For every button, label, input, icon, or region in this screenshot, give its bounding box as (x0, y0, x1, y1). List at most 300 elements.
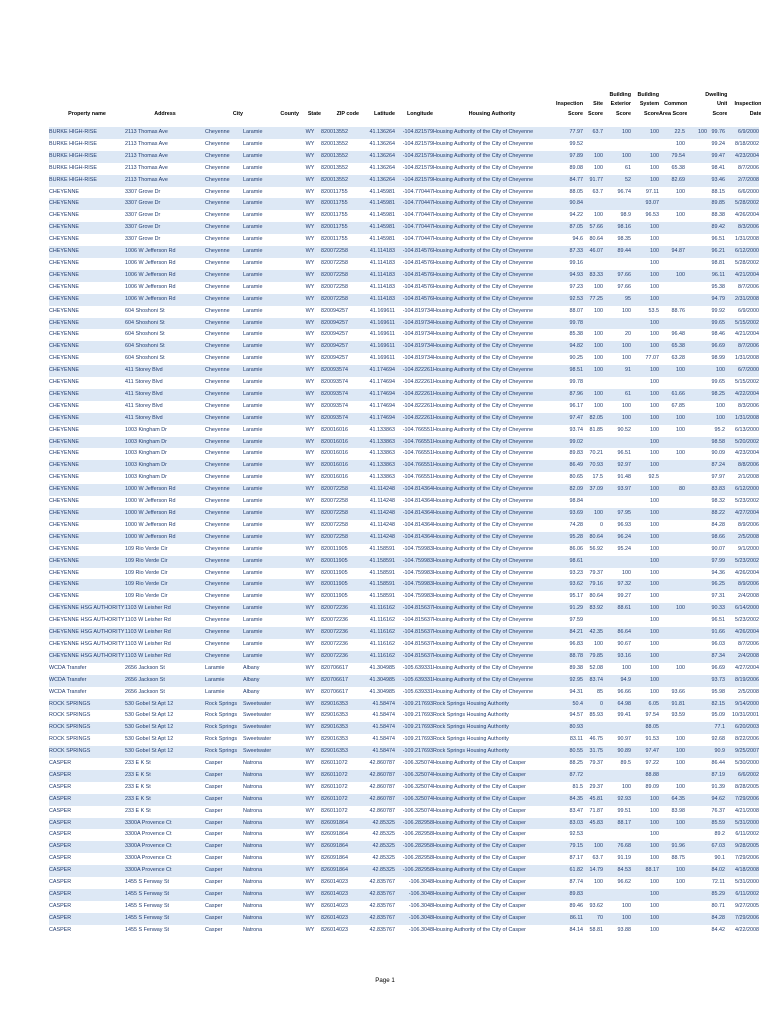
cell-property-name: CHEYENNE (49, 437, 125, 449)
table-row (49, 722, 759, 734)
cell-zip-code: 820093574 (321, 389, 359, 401)
cell-common-area-score (659, 639, 685, 651)
cell-housing-authority: Housing Authority of the City of Casper (433, 818, 551, 830)
table-row (49, 841, 759, 853)
cell-inspection-score: 95.28 (551, 532, 583, 544)
cell-county: Laramie (243, 307, 263, 314)
cell-housing-authority: Housing Authority of the City of Casper (433, 770, 551, 782)
column-header-table (49, 91, 761, 119)
cell-zip-code: 820011905 (321, 569, 348, 576)
cell-building-system-score: 100 (631, 603, 659, 615)
cell-site-score: 70.93 (583, 460, 603, 472)
cell-dwelling-unit-score-a (685, 556, 707, 568)
cell-zip-code: 826091864 (321, 818, 359, 830)
cell-county: Natrona (243, 760, 263, 767)
cell-state: WY (305, 236, 315, 243)
cell-property-name: CHEYENNE (49, 450, 79, 457)
cell-site-score (583, 615, 603, 627)
cell-building-system-score: 100 (650, 379, 659, 386)
cell-address: 1455 S Fenway St (125, 879, 170, 886)
cell-property-name: ROCK SPRINGS (49, 746, 125, 758)
table-row (49, 889, 759, 901)
table-row (49, 163, 759, 175)
cell-inspection-score: 90.25 (569, 355, 583, 362)
cell-address: 1455 S Fenway St (125, 926, 170, 933)
cell-county: Natrona (243, 770, 299, 782)
cell-state: WY (299, 556, 321, 568)
cell-inspection-date: 8/7/2006 (738, 164, 759, 171)
cell-building-exterior-score: 52 (603, 175, 631, 187)
cell-common-area-score (659, 627, 685, 639)
cell-property-name: ROCK SPRINGS (49, 736, 91, 743)
cell-longitude: -106.282958 (395, 818, 433, 830)
cell-zip-code: 820072258 (321, 294, 359, 306)
cell-latitude: 41.116162 (369, 640, 395, 647)
cell-site-score: 46.07 (583, 246, 603, 258)
cell-dwelling-unit-score: 89.2 (714, 831, 725, 838)
cell-site-score (583, 377, 603, 389)
cell-dwelling-unit-score-a (685, 615, 707, 627)
cell-housing-authority: Housing Authority of the City of Casper (433, 926, 526, 933)
cell-address: 1006 W Jefferson Rd (125, 270, 205, 282)
cell-longitude: -104.766551 (395, 460, 433, 472)
cell-building-system-score: 88.17 (631, 865, 659, 877)
cell-dwelling-unit-score: 100 (707, 413, 725, 425)
cell-dwelling-unit-score-a (685, 234, 707, 246)
cell-site-score: 45.83 (583, 818, 603, 830)
cell-zip-code: 820011755 (321, 222, 359, 234)
cell-inspection-score: 87.17 (569, 855, 583, 862)
cell-building-system-score: 100 (631, 294, 659, 306)
cell-longitude: -104.770447 (402, 236, 433, 243)
header-inspection-date-line-1 (727, 91, 761, 100)
cell-common-area-score: 65.38 (671, 164, 685, 171)
cell-inspection-score: 77.97 (551, 127, 583, 139)
cell-common-area-score: 79.54 (659, 151, 685, 163)
cell-housing-authority: Housing Authority of the City of Cheyenne (433, 498, 534, 505)
cell-site-score: 100 (594, 879, 603, 886)
cell-inspection-score: 86.06 (569, 545, 583, 552)
cell-inspection-date: 6/12/2000 (725, 246, 759, 258)
cell-state: WY (305, 307, 315, 314)
cell-property-name: CHEYENNE (49, 484, 125, 496)
cell-inspection-score: 98.51 (551, 365, 583, 377)
cell-zip-code: 826091864 (321, 831, 348, 838)
cell-state: WY (305, 331, 315, 338)
cell-longitude: -104.822261 (395, 365, 433, 377)
cell-common-area-score (659, 901, 685, 913)
cell-city: Cheyenne (205, 651, 243, 663)
cell-address: 411 Storey Blvd (125, 402, 163, 409)
cell-city: Cheyenne (205, 318, 243, 330)
cell-common-area-score: 100 (659, 865, 685, 877)
cell-state: WY (305, 379, 315, 386)
cell-longitude: -104.766551 (402, 426, 433, 433)
cell-address: 1455 S Fenway St (125, 902, 170, 909)
cell-county: Sweetwater (243, 746, 299, 758)
cell-building-system-score: 88.88 (631, 770, 659, 782)
cell-housing-authority: Housing Authority of the City of Cheyenne (433, 402, 534, 409)
cell-inspection-date: 4/27/2004 (725, 508, 759, 520)
cell-longitude: -106.3048 (408, 902, 433, 909)
cell-inspection-score: 89.08 (569, 164, 583, 171)
table-row (49, 329, 759, 341)
cell-building-exterior-score: 100 (622, 569, 631, 576)
cell-property-name: CHEYENNE (49, 307, 79, 314)
cell-county: Laramie (243, 283, 263, 290)
cell-dwelling-unit-score-a (685, 901, 707, 913)
cell-county: Natrona (243, 818, 299, 830)
cell-state: WY (305, 783, 315, 790)
cell-dwelling-unit-score-a (685, 568, 707, 580)
cell-housing-authority: Housing Authority of the City of Cheyenne (433, 318, 551, 330)
cell-inspection-score: 93.23 (569, 569, 583, 576)
header-dwelling-unit-score-line-1: Dwelling (705, 92, 728, 98)
header-line-1 (49, 91, 761, 100)
cell-building-exterior-score: 100 (622, 902, 631, 909)
cell-housing-authority: Housing Authority of the City of Cheyenne (433, 222, 551, 234)
cell-state: WY (299, 365, 321, 377)
cell-longitude: -104.766551 (402, 474, 433, 481)
cell-dwelling-unit-score: 83.83 (707, 484, 725, 496)
cell-inspection-score: 97.89 (551, 151, 583, 163)
cell-dwelling-unit-score-a (685, 818, 707, 830)
cell-city: Rock Springs (205, 722, 243, 734)
cell-site-score: 70 (583, 913, 603, 925)
cell-property-name: CHEYENNE (49, 545, 79, 552)
cell-inspection-date: 8/3/2006 (725, 222, 759, 234)
cell-state: WY (305, 402, 315, 409)
cell-inspection-score: 96.17 (569, 402, 583, 409)
cell-site-score: 80.64 (589, 593, 603, 600)
cell-address: 3300A Provence Ct (125, 855, 172, 862)
cell-dwelling-unit-score: 95.38 (711, 283, 725, 290)
cell-building-system-score: 100 (631, 532, 659, 544)
cell-county: Natrona (243, 783, 263, 790)
cell-zip-code: 820072258 (321, 508, 359, 520)
cell-site-score: 85.93 (589, 712, 603, 719)
cell-latitude: 42.835767 (359, 913, 395, 925)
cell-city: Cheyenne (205, 212, 230, 219)
cell-dwelling-unit-score: 86.44 (711, 760, 725, 767)
cell-dwelling-unit-score-a (685, 508, 707, 520)
cell-common-area-score: 61.66 (659, 389, 685, 401)
cell-property-name: CHEYENNE (49, 389, 125, 401)
cell-city: Cheyenne (205, 450, 230, 457)
cell-inspection-date: 2/5/2008 (738, 688, 759, 695)
cell-property-name: CASPER (49, 831, 72, 838)
cell-state: WY (305, 521, 315, 528)
cell-state: WY (299, 151, 321, 163)
cell-state: WY (305, 664, 315, 671)
table-row (49, 270, 759, 282)
cell-building-exterior-score (603, 139, 631, 151)
cell-inspection-date: 5/15/2002 (735, 379, 759, 386)
cell-inspection-score: 92.53 (569, 831, 583, 838)
header-state-line-2 (299, 100, 321, 109)
cell-dwelling-unit-score-a (685, 877, 707, 889)
cell-dwelling-unit-score-a (685, 544, 707, 556)
cell-city: Cheyenne (205, 474, 230, 481)
cell-county: Laramie (243, 532, 299, 544)
cell-inspection-score: 99.52 (569, 140, 583, 147)
cell-state: WY (299, 127, 321, 139)
cell-zip-code: 826011072 (321, 783, 348, 790)
cell-property-name: CHEYENNE (49, 259, 79, 266)
cell-site-score: 100 (583, 341, 603, 353)
cell-county: Laramie (243, 484, 299, 496)
table-row (49, 675, 759, 687)
cell-dwelling-unit-score: 98.81 (711, 259, 725, 266)
cell-dwelling-unit-score: 87.19 (707, 770, 725, 782)
cell-building-system-score: 97.47 (631, 746, 659, 758)
cell-inspection-score: 97.23 (569, 283, 583, 290)
cell-dwelling-unit-score-a (685, 496, 707, 508)
cell-address: 233 E K St (125, 807, 151, 814)
table-row (49, 829, 759, 841)
cell-common-area-score (659, 651, 685, 663)
cell-housing-authority: Housing Authority of the City of Cheyenne (433, 236, 534, 243)
cell-county: Laramie (243, 198, 299, 210)
cell-building-system-score: 100 (631, 651, 659, 663)
cell-dwelling-unit-score: 95.09 (711, 712, 725, 719)
cell-housing-authority: Housing Authority of the City of Cheyenne (433, 140, 534, 147)
cell-address: 1103 W Leisher Rd (125, 651, 205, 663)
cell-site-score: 100 (583, 365, 603, 377)
cell-dwelling-unit-score: 95.98 (711, 688, 725, 695)
cell-common-area-score: 100 (676, 783, 685, 790)
cell-state: WY (299, 318, 321, 330)
cell-dwelling-unit-score-a (685, 829, 707, 841)
cell-common-area-score (659, 282, 685, 294)
cell-housing-authority: Housing Authority of the City of Cheyenne (433, 450, 534, 457)
cell-inspection-score: 84.21 (551, 627, 583, 639)
cell-property-name: CHEYENNE (49, 318, 125, 330)
cell-address: 1103 W Leisher Rd (125, 617, 171, 624)
cell-inspection-score: 50.4 (551, 699, 583, 711)
cell-building-system-score: 91.53 (645, 736, 659, 743)
cell-longitude: -109.217693 (402, 736, 433, 743)
cell-city: Casper (205, 783, 223, 790)
cell-city: Cheyenne (205, 246, 243, 258)
cell-building-system-score: 100 (631, 389, 659, 401)
cell-dwelling-unit-score-a (685, 389, 707, 401)
cell-building-system-score: 100 (650, 617, 659, 624)
table-row (49, 210, 759, 222)
cell-dwelling-unit-score-a (685, 758, 707, 770)
cell-state: WY (299, 770, 321, 782)
cell-common-area-score: 100 (676, 188, 685, 195)
cell-dwelling-unit-score-a (685, 258, 707, 270)
cell-inspection-score: 92.53 (551, 294, 583, 306)
cell-inspection-score: 94.22 (569, 212, 583, 219)
cell-site-score: 100 (594, 307, 603, 314)
cell-property-name: CHEYENNE HSG AUTHORITY (49, 640, 125, 647)
cell-inspection-score: 93.69 (551, 508, 583, 520)
cell-common-area-score: 83.98 (671, 807, 685, 814)
cell-site-score: 63.7 (583, 127, 603, 139)
cell-longitude: -104.815637 (395, 651, 433, 663)
cell-longitude: -104.814364 (395, 508, 433, 520)
cell-zip-code: 820013552 (321, 164, 348, 171)
cell-property-name: CHEYENNE (49, 188, 79, 195)
cell-address: 530 Gobel St Apt 12 (125, 712, 174, 719)
cell-dwelling-unit-score-a (685, 687, 707, 699)
cell-city: Cheyenne (205, 532, 243, 544)
table-row (49, 913, 759, 925)
cell-housing-authority: Housing Authority of the City of Cheyenne (433, 259, 534, 266)
cell-building-system-score: 89.09 (645, 783, 659, 790)
cell-longitude: -105.639331 (402, 688, 433, 695)
cell-dwelling-unit-score: 67.03 (707, 841, 725, 853)
cell-building-exterior-score: 90.67 (617, 640, 631, 647)
cell-address: 530 Gobel St Apt 12 (125, 722, 205, 734)
cell-building-exterior-score: 96.24 (603, 532, 631, 544)
cell-inspection-date: 4/21/2008 (735, 807, 759, 814)
cell-longitude: -104.766551 (395, 437, 433, 449)
header-state-line-3: State (307, 110, 321, 117)
cell-dwelling-unit-score: 84.28 (711, 521, 725, 528)
table-row (49, 341, 759, 353)
table-row (49, 710, 759, 722)
cell-dwelling-unit-score-a (685, 413, 707, 425)
table-row (49, 389, 759, 401)
cell-zip-code: 826011072 (321, 794, 359, 806)
cell-building-exterior-score (603, 556, 631, 568)
cell-dwelling-unit-score-a (685, 865, 707, 877)
cell-longitude: -106.282958 (395, 841, 433, 853)
cell-dwelling-unit-score-a (685, 437, 707, 449)
cell-county: Natrona (243, 807, 263, 814)
cell-latitude: 41.169611 (359, 341, 395, 353)
header-address-line-1 (125, 91, 205, 100)
cell-city: Cheyenne (205, 627, 243, 639)
cell-site-score: 100 (594, 283, 603, 290)
cell-housing-authority: Housing Authority of the City of Casper (433, 855, 526, 862)
cell-latitude: 41.174694 (359, 365, 395, 377)
cell-site-score: 100 (583, 389, 603, 401)
cell-zip-code: 820011905 (321, 556, 359, 568)
cell-longitude: -109.217693 (395, 746, 433, 758)
cell-housing-authority: Housing Authority of the City of Cheyenne (433, 294, 551, 306)
cell-zip-code: 820011755 (321, 188, 348, 195)
cell-building-exterior-score: 96.51 (617, 450, 631, 457)
cell-site-score: 83.74 (583, 675, 603, 687)
cell-latitude: 41.133863 (369, 450, 395, 457)
cell-dwelling-unit-score-a (685, 853, 707, 865)
header-building-system-score-line-2: System (639, 101, 659, 108)
cell-inspection-score: 84.14 (569, 926, 583, 933)
cell-dwelling-unit-score-a (685, 294, 707, 306)
cell-inspection-date: 2/5/2008 (725, 532, 759, 544)
cell-dwelling-unit-score-a (685, 484, 707, 496)
cell-inspection-score: 89.38 (569, 664, 583, 671)
cell-common-area-score (659, 508, 685, 520)
cell-latitude: 41.58474 (372, 736, 395, 743)
header-property-name-line-1 (49, 91, 125, 100)
cell-zip-code: 820093574 (321, 379, 348, 386)
cell-longitude: -106.282958 (395, 865, 433, 877)
cell-zip-code: 820072258 (321, 521, 348, 528)
cell-state: WY (299, 484, 321, 496)
cell-state: WY (299, 341, 321, 353)
cell-building-system-score: 88.05 (631, 722, 659, 734)
cell-dwelling-unit-score: 99.92 (711, 307, 725, 314)
header-building-system-score-line-1: Building (637, 92, 659, 98)
cell-address: 1000 W Jefferson Rd (125, 498, 176, 505)
cell-address: 1103 W Leisher Rd (125, 627, 205, 639)
cell-zip-code: 820093574 (321, 365, 359, 377)
cell-address: 2113 Thomas Ave (125, 140, 168, 147)
cell-address: 1003 Kingham Dr (125, 460, 205, 472)
cell-inspection-date: 6/13/2000 (735, 426, 759, 433)
cell-longitude: -106.325074 (402, 783, 433, 790)
header-address-line-3: Address (154, 110, 176, 117)
cell-dwelling-unit-score-a: 100 (685, 127, 707, 139)
table-row (49, 639, 759, 651)
cell-dwelling-unit-score-a (685, 806, 707, 818)
cell-city: Laramie (205, 664, 225, 671)
cell-address: 109 Rio Verde Cir (125, 545, 168, 552)
cell-state: WY (299, 913, 321, 925)
cell-city: Laramie (205, 675, 243, 687)
header-longitude-line-3: Longitude (406, 110, 433, 117)
table-row (49, 222, 759, 234)
cell-longitude: -104.770447 (395, 222, 433, 234)
cell-inspection-date: 8/9/2006 (738, 521, 759, 528)
cell-housing-authority: Housing Authority of the City of Cheyenne (433, 365, 551, 377)
cell-building-exterior-score: 100 (603, 151, 631, 163)
table-row (49, 615, 759, 627)
cell-inspection-score: 94.57 (569, 712, 583, 719)
cell-building-exterior-score: 98.35 (617, 236, 631, 243)
cell-inspection-score: 94.6 (572, 236, 583, 243)
cell-zip-code: 820706617 (321, 688, 348, 695)
cell-address: 233 E K St (125, 760, 151, 767)
cell-latitude: 42.85325 (372, 855, 395, 862)
cell-dwelling-unit-score: 85.59 (707, 818, 725, 830)
cell-site-score: 100 (594, 164, 603, 171)
cell-latitude: 42.85325 (359, 818, 395, 830)
cell-building-system-score: 97.11 (645, 188, 659, 195)
cell-building-system-score: 100 (650, 545, 659, 552)
cell-building-system-score: 100 (650, 402, 659, 409)
cell-county: Laramie (243, 389, 299, 401)
cell-dwelling-unit-score: 93.73 (707, 675, 725, 687)
cell-county: Natrona (243, 889, 299, 901)
cell-building-exterior-score: 95.24 (617, 545, 631, 552)
cell-latitude: 41.145981 (359, 198, 395, 210)
cell-city: Cheyenne (205, 259, 230, 266)
cell-address: 604 Shoshoni St (125, 307, 165, 314)
cell-latitude: 41.133863 (359, 437, 395, 449)
cell-building-exterior-score: 90.52 (617, 426, 631, 433)
cell-housing-authority: Housing Authority of the City of Cheyenne (433, 521, 534, 528)
cell-zip-code: 829016353 (321, 746, 359, 758)
cell-dwelling-unit-score-a (685, 377, 707, 389)
cell-address: 1103 W Leisher Rd (125, 603, 205, 615)
cell-site-score (583, 829, 603, 841)
cell-common-area-score: 100 (676, 212, 685, 219)
cell-city: Cheyenne (205, 426, 230, 433)
cell-building-system-score: 100 (650, 498, 659, 505)
cell-latitude: 41.304985 (359, 675, 395, 687)
cell-address: 233 E K St (125, 794, 205, 806)
cell-latitude: 41.145981 (369, 188, 395, 195)
cell-city: Cheyenne (205, 617, 230, 624)
table-row (49, 484, 759, 496)
cell-city: Rock Springs (205, 699, 243, 711)
